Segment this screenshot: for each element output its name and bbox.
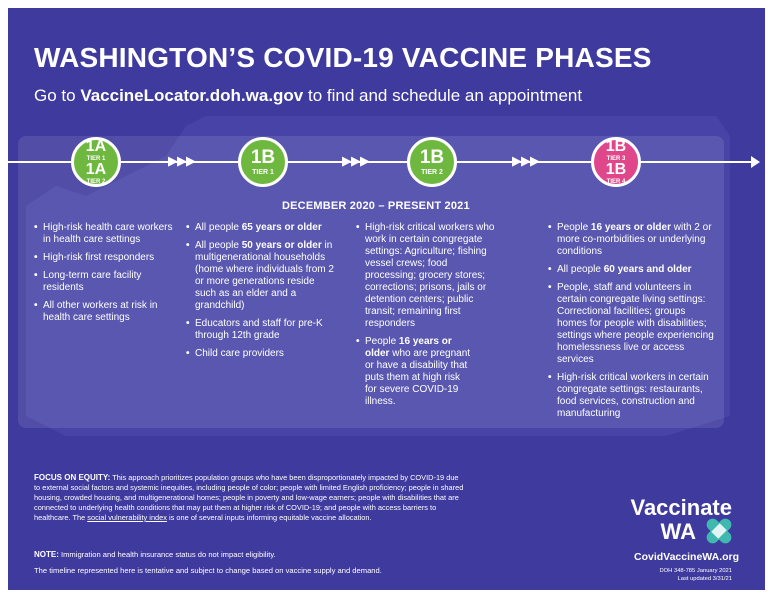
website-link[interactable]: CovidVaccineWA.org bbox=[634, 551, 740, 563]
list-item: • Long-term care facility residents bbox=[34, 270, 174, 294]
phase-1a-list bbox=[34, 222, 174, 330]
logo-line2: WA bbox=[660, 519, 696, 544]
phase-1b-tier2-circle bbox=[407, 137, 457, 187]
list-item: • People 16 years or older who are pregnant or have a disability that puts them at high risk for severe COVID-19 illness. bbox=[356, 336, 498, 408]
note-label: NOTE: bbox=[34, 550, 59, 559]
phase-label: 1B bbox=[419, 147, 445, 168]
subtitle-prefix: Go to bbox=[34, 86, 81, 105]
list-item: • Educators and staff for pre-K through 12th grade bbox=[186, 318, 338, 342]
bandage-icon bbox=[702, 514, 736, 548]
page-subtitle bbox=[34, 86, 582, 106]
phase-1b-tier3-4-circle bbox=[591, 137, 641, 187]
phase-1b-tier1-list bbox=[186, 222, 338, 366]
phase-label: 1B bbox=[250, 147, 276, 168]
subtitle-suffix: to find and schedule an appointment bbox=[303, 86, 583, 105]
social-vulnerability-index-link[interactable]: social vulnerability index bbox=[87, 513, 167, 522]
equity-label: FOCUS ON EQUITY: bbox=[34, 473, 111, 482]
list-item: • High-risk critical workers who work in certain congregate settings: Agriculture; fishing vessel crews; food processing; grocery stores; corrections; prisons, jails or detention centers; public transit; remaining first responders bbox=[356, 222, 498, 330]
phase-label: 1A bbox=[85, 161, 107, 178]
list-item: • People 16 years or older with 2 or more co-morbidities or underlying conditions bbox=[548, 222, 714, 258]
tier-label: TIER 1 bbox=[86, 156, 106, 162]
chevron-arrows-icon: ▶▶▶ bbox=[168, 154, 195, 169]
tier-label: TIER 3 bbox=[606, 156, 626, 162]
phase-label: 1B bbox=[605, 161, 627, 178]
vaccine-locator-link[interactable]: VaccineLocator.doh.wa.gov bbox=[80, 86, 304, 105]
tier-label: TIER 4 bbox=[606, 179, 626, 185]
list-item: • All people 50 years or older in multigenerational households (home where individuals from 2 or more generations reside such as an elder and a grandchild) bbox=[186, 240, 338, 312]
list-item: • High-risk health care workers in health care settings bbox=[34, 222, 174, 246]
doc-number: DOH 348-785 January 2021 bbox=[659, 568, 732, 574]
document-id bbox=[638, 568, 732, 583]
equity-paragraph: FOCUS ON EQUITY: This approach prioritizes population groups who have been disproportionately impacted by COVID-19 due to external social factors and systemic inequities, including people of color; people with limited English proficiency; people in shared housing, crowded housing, and multigenerational homes; people in poverty and low-wage earners; people with disabilities that are connected to underlying health conditions that may put them at higher risk of COVID-19; and people with access barriers to healthcare. The social vulnerability index is one of several inputs informing equitable vaccine allocation. bbox=[34, 473, 464, 522]
date-range: DECEMBER 2020 – PRESENT 2021 bbox=[282, 200, 470, 212]
list-item: • All other workers at risk in health care settings bbox=[34, 300, 174, 324]
phase-1a-circle bbox=[71, 137, 121, 187]
phase-label: 1A bbox=[85, 138, 107, 155]
chevron-arrows-icon: ▶▶▶ bbox=[342, 154, 369, 169]
phase-label: 1B bbox=[605, 138, 627, 155]
tier-label: TIER 1 bbox=[252, 169, 274, 176]
list-item: • All people 60 years and older bbox=[548, 264, 714, 276]
phase-1b-tier1-circle bbox=[238, 137, 288, 187]
last-updated: Last updated 3/31/21 bbox=[677, 575, 732, 582]
list-item: • All people 65 years or older bbox=[186, 222, 338, 234]
chevron-arrows-icon: ▶▶▶ bbox=[512, 154, 539, 169]
phase-1b-tier2-list bbox=[356, 222, 498, 414]
timeline-arrow-icon bbox=[751, 156, 760, 168]
list-item: • Child care providers bbox=[186, 348, 338, 360]
tier-label: TIER 2 bbox=[86, 179, 106, 185]
timeline-disclaimer: The timeline represented here is tentative and subject to change based on vaccine supply and demand. bbox=[34, 566, 382, 575]
vaccine-phases-poster bbox=[8, 8, 765, 590]
phase-1b-tier3-4-list bbox=[548, 222, 714, 426]
logo-line1: Vaccinate bbox=[630, 495, 732, 520]
list-item: • People, staff and volunteers in certain congregate living settings: Correctional facilities; groups homes for people with disabilities; settings where people experiencing homelessness live or access services bbox=[548, 282, 714, 366]
note-paragraph: NOTE: Immigration and health insurance status do not impact eligibility. bbox=[34, 550, 276, 559]
list-item: • High-risk first responders bbox=[34, 252, 174, 264]
list-item: • High-risk critical workers in certain congregate settings: restaurants, food services, construction and manufacturing bbox=[548, 372, 714, 420]
page-title: WASHINGTON’S COVID-19 VACCINE PHASES bbox=[34, 42, 652, 73]
tier-label: TIER 2 bbox=[421, 169, 443, 176]
